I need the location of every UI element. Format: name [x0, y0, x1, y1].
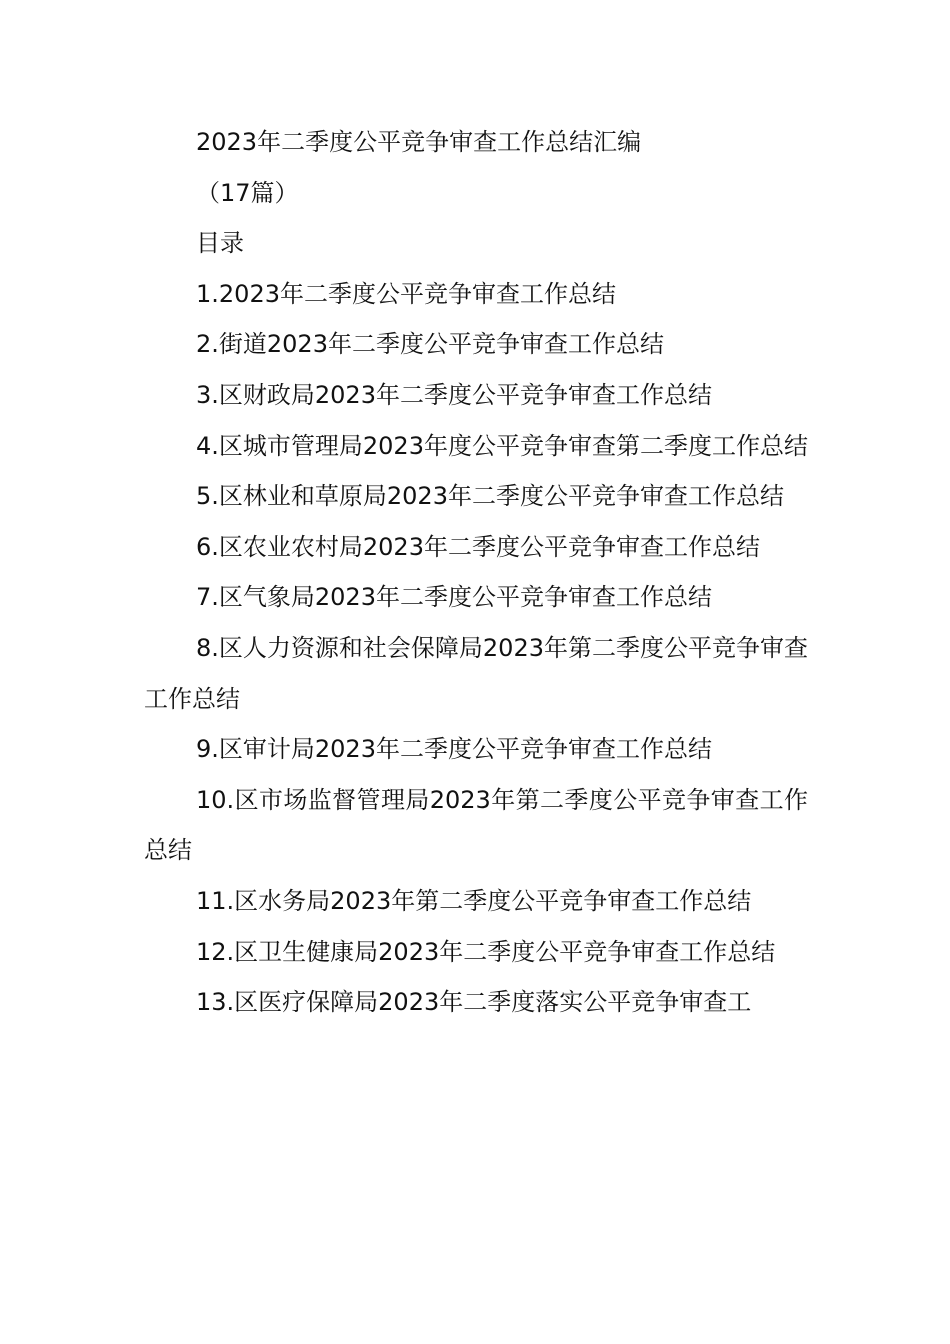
toc-item-6: 6.区农业农村局2023年二季度公平竞争审查工作总结 [196, 532, 760, 561]
toc-item-10: 10.区市场监督管理局2023年第二季度公平竞争审查工作总结 [144, 785, 808, 865]
toc-item-5: 5.区林业和草原局2023年二季度公平竞争审查工作总结 [196, 482, 784, 511]
toc-item-12: 12.区卫生健康局2023年二季度公平竞争审查工作总结 [196, 937, 776, 966]
toc-heading: 目录 [196, 229, 244, 258]
toc-item-3: 3.区财政局2023年二季度公平竞争审查工作总结 [196, 380, 712, 409]
document-subtitle: （17篇） [196, 178, 299, 207]
toc-item-4: 4.区城市管理局2023年度公平竞争审查第二季度工作总结 [196, 431, 808, 460]
toc-item-7: 7.区气象局2023年二季度公平竞争审查工作总结 [196, 583, 712, 612]
toc-item-8: 8.区人力资源和社会保障局2023年第二季度公平竞争审查工作总结 [144, 633, 808, 713]
document-title: 2023年二季度公平竞争审查工作总结汇编 [196, 128, 642, 156]
toc-item-11: 11.区水务局2023年第二季度公平竞争审查工作总结 [196, 886, 752, 915]
document-body [144, 117, 808, 1028]
toc-item-9: 9.区审计局2023年二季度公平竞争审查工作总结 [196, 735, 712, 764]
toc-item-2: 2.街道2023年二季度公平竞争审查工作总结 [196, 330, 664, 359]
toc-item-13: 13.区医疗保障局2023年二季度落实公平竞争审查工 [196, 988, 752, 1017]
toc-item-1: 1.2023年二季度公平竞争审查工作总结 [196, 279, 616, 308]
